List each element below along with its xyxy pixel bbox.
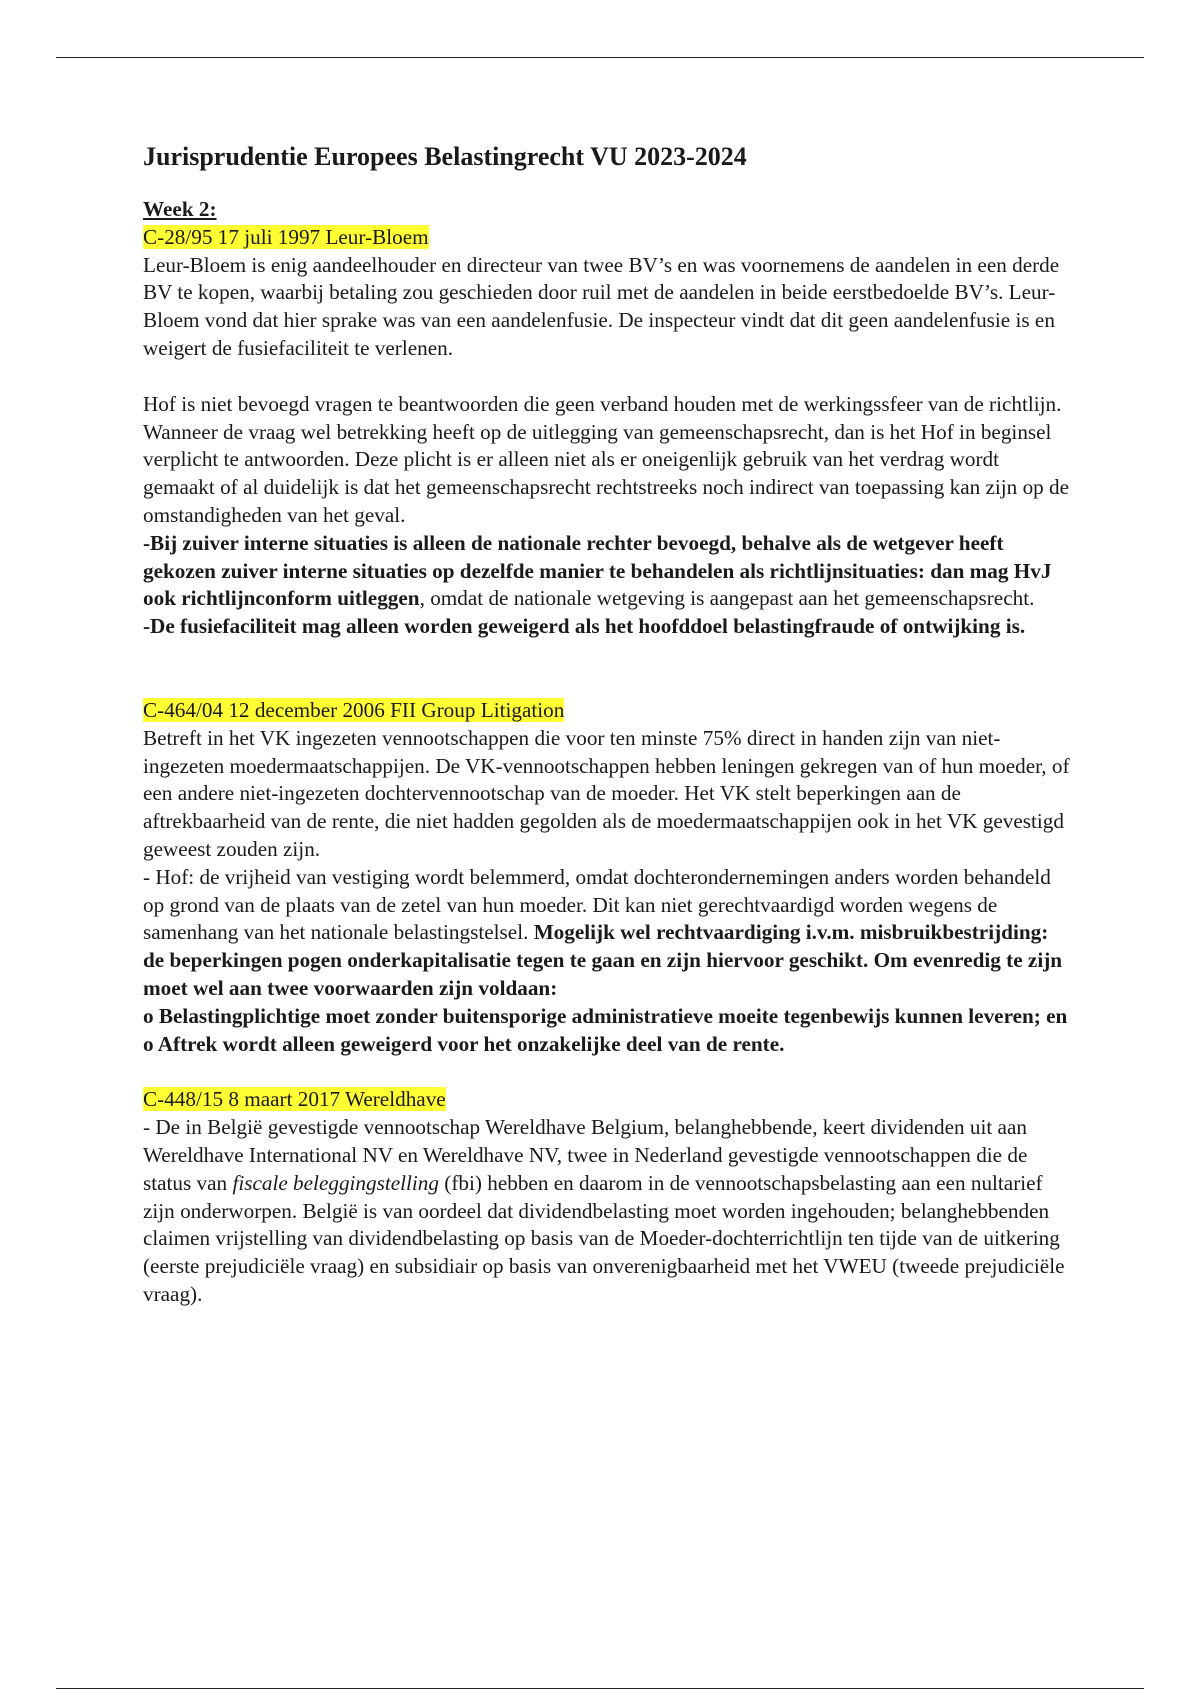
document-title: Jurisprudentie Europees Belastingrecht VU 2023-2024 [143, 142, 747, 171]
italic-text: fiscale beleggingstelling [232, 1170, 439, 1195]
normal-text: - Hof: de vrijheid van vestiging wordt belemmerd, omdat dochterondernemingen anders worden behandeld op grond van de plaats van de zetel van hun moeder. Dit kan niet gerechtvaardigd worden wegens de samenhang van het nationale belastingstelsel. [143, 864, 1051, 945]
case-paragraph [143, 613, 1073, 641]
condition-item [143, 1031, 1073, 1059]
bold-text: -De fusiefaciliteit mag alleen worden geweigerd als het hoofddoel belastingfraude of ontwijking is. [143, 614, 1026, 639]
bold-text: -Bij zuiver interne situaties is alleen de nationale rechter bevoegd, behalve als de wetgever heeft gekozen zuiver interne situaties op dezelfde manier te behandelen als richtlijnsituaties: dan mag HvJ ook richtlijnconform uitleggen [143, 530, 1052, 611]
case-paragraph: Betreft in het VK ingezeten vennootschappen die voor ten minste 75% direct in handen zijn van niet-ingezeten moedermaatschappijen. De VK-vennootschappen hebben leningen gekregen van of hun moeder, of een andere niet-ingezeten dochtervennootschap van de moeder. Het VK stelt beperkingen aan de aftrekbaarheid van de rente, die niet hadden gegolden als de moedermaatschappijen ook in het VK gevestigd geweest zouden zijn. [143, 725, 1070, 861]
case-paragraph [143, 864, 1073, 1003]
footer-rule [56, 1688, 1144, 1689]
case-heading-highlight: C-448/15 8 maart 2017 Wereldhave [143, 1087, 446, 1112]
case-wereldhave [143, 1086, 1073, 1308]
bold-text: Mogelijk wel rechtvaardiging i.v.m. misbruikbestrijding: de beperkingen pogen onderkapitalisatie tegen te gaan en zijn hiervoor geschikt. Om evenredig te zijn moet wel aan twee voorwaarden zijn voldaan: [143, 920, 1063, 1000]
document-body [143, 140, 1073, 1309]
case-paragraph: Hof is niet bevoegd vragen te beantwoorden die geen verband houden met de werkingssfeer van de richtlijn. Wanneer de vraag wel betrekking heeft op de uitlegging van gemeenschapsrecht, dan is het Hof in beginsel verplicht te antwoorden. Deze plicht is er alleen niet als er oneigenlijk gebruik van het verdrag wordt gemaakt of al duidelijk is dat het gemeenschapsrecht rechtstreeks noch indirect van toepassing kan zijn op de omstandigheden van het geval. [143, 391, 1070, 527]
case-paragraph: Leur-Bloem is enig aandeelhouder en directeur van twee BV’s en was voornemens de aandelen in een derde BV te kopen, waarbij betaling zou geschieden door ruil met de aandelen in beide eerstbedoelde BV’s. Leur-Bloem vond dat hier sprake was van een aandelenfusie. De inspecteur vindt dat dit geen aandelenfusie is en weigert de fusiefaciliteit te verlenen. [143, 252, 1060, 360]
case-paragraph [143, 530, 1073, 613]
case-heading [143, 1086, 1073, 1114]
bold-text: o Belastingplichtige moet zonder buitensporige administratieve moeite tegenbewijs kunnen leveren; en [143, 1003, 1068, 1028]
condition-item [143, 1003, 1073, 1031]
case-heading [143, 697, 1073, 725]
normal-text: - De in België gevestigde vennootschap Wereldhave Belgium, belanghebbende, keert dividenden uit aan Wereldhave International NV en Wereldhave NV, twee in Nederland gevestigde vennootschappen die de status van [143, 1115, 1028, 1195]
case-fii-group-litigation [143, 697, 1073, 1058]
header-rule [56, 57, 1144, 58]
case-leur-bloem [143, 224, 1073, 641]
week-label: Week 2: [143, 197, 217, 221]
normal-text: , omdat de nationale wetgeving is aangepast aan het gemeenschapsrecht. [419, 586, 1035, 611]
bold-text: o Aftrek wordt alleen geweigerd voor het onzakelijke deel van de rente. [143, 1031, 785, 1056]
week-heading [143, 196, 1073, 224]
case-heading [143, 224, 1073, 252]
case-heading-highlight: C-464/04 12 december 2006 FII Group Litigation [143, 697, 565, 722]
normal-text: (fbi) hebben en daarom in de vennootschapsbelasting aan een nultarief zijn onderworpen. België is van oordeel dat dividendbelasting moet worden ingehouden; belanghebbenden claimen vrijstelling van dividendbelasting op basis van de Moeder-dochterrichtlijn ten tijde van de uitkering (eerste prejudiciële vraag) en subsidiair op basis van onverenigbaarheid met het VWEU (tweede prejudiciële vraag). [143, 1170, 1065, 1306]
case-heading-highlight: C-28/95 17 juli 1997 Leur-Bloem [143, 224, 429, 249]
case-paragraph [143, 1114, 1073, 1309]
